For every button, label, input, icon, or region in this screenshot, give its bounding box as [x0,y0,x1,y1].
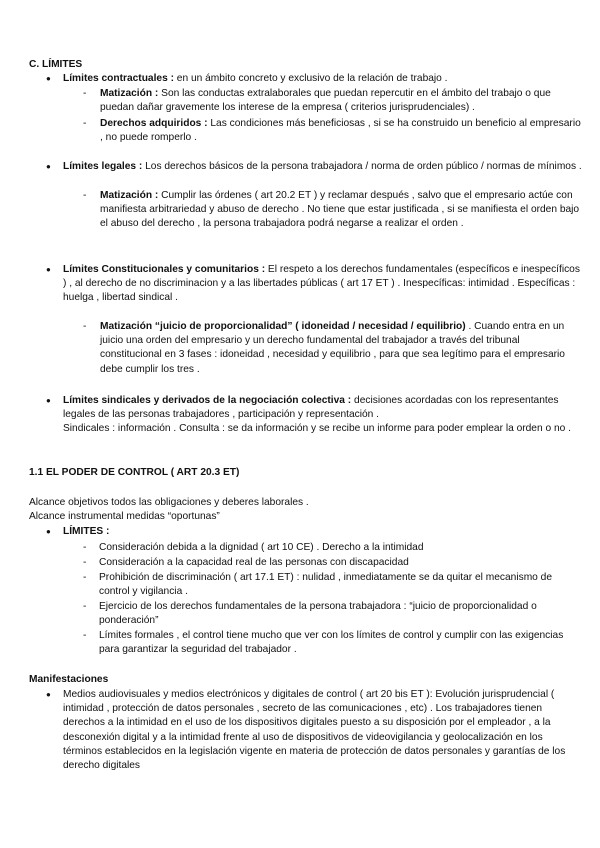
subitem-text: Las condiciones más beneficiosas , si se ha construido un beneficio al empresario , no puede romperlo . [100,118,581,144]
subitem-derechos-adquiridos [100,117,583,145]
item-title: Límites legales : [63,161,143,172]
limites-label-text: LÍMITES : [63,526,110,537]
dash-icon: - [83,88,87,99]
bullet-icon: ● [46,74,51,83]
item-text: Los derechos básicos de la persona trabajadora / norma de orden público / normas de mínimos . [142,161,582,172]
item-text: El respeto a los derechos fundamentales (específicos e inespecíficos ) , al derecho de no discriminacion y a las libertades públicas ( art 17 ET ) . Inespecíficas: intimidad . Específicas : huelga , libertad sindical . [63,264,580,304]
item-text-2: Sindicales : información . Consulta : se da información y se recibe un informe para poder emplear la orden o no . [63,423,571,435]
subitem-title: Matización “juicio de proporcionalidad” ( idoneidad / necesidad / equilibrio) [100,321,466,332]
bullet-icon: ● [46,265,51,274]
subitem-text: Cumplir las órdenes ( art 20.2 ET ) y reclamar después , salvo que el empresario actúe con manifiesta arbitrariedad y abuso de derecho . No tiene que estar justificada , si se manifiesta el orden bajo el abuso del derecho , la persona trabajadora podrá negarse a realizar el orden . [100,190,580,230]
subitem-text: . Cuando entra en un juicio una orden del empresario y un derecho fundamental del trabajador a través del tribunal constitucional en 3 fases : idoneidad , necesidad y equilibrio , para que sea legítimo para el empresario debe cumplir los tres . [100,321,565,375]
heading-poder-control: 1.1 EL PODER DE CONTROL ( ART 20.3 ET) [29,467,240,478]
item-manifestaciones: Medios audiovisuales y medios electrónicos y digitales de control ( art 20 bis ET ): Evolución jurisprudencial ( intimidad , protección de datos personales , secreto de las comunicaciones , etc) . Los trabajadores tienen derechos a la intimidad en el uso de los dispositivos digitales puesto a su disposición por el empleador , a la desconexión digital y a la intimidad frente al uso de dispositivos de videovigilancia y geolocalización en los términos establecidos en la legislación vigente en materia de protección de datos personales y garantías de los derecho digitales [63,689,566,772]
item-title: Límites sindicales y derivados de la negociación colectiva : [63,395,352,406]
subitem-matizacion-proporcionalidad [100,320,583,377]
list-item: Límites formales , el control tiene mucho que ver con los límites de control y cumplir con las exigencias para garantizar la seguridad del trabajador . [99,630,564,656]
dash-icon: - [83,118,87,129]
list-item: Consideración debida a la dignidad ( art 10 CE) . Derecho a la intimidad [99,542,424,553]
item-text: en un ámbito concreto y exclusivo de la relación de trabajo . [173,73,448,84]
item-limites-constitucionales [63,263,583,306]
bullet-icon: ● [46,162,51,171]
item-limites-legales [63,160,583,174]
bullet-icon: ● [46,690,51,699]
dash-icon: - [83,321,87,332]
dash-icon: - [83,557,87,568]
dash-icon: - [83,190,87,201]
list-item: Consideración a la capacidad real de las personas con discapacidad [99,557,409,568]
item-title: Límites Constitucionales y comunitarios : [63,264,266,275]
subitem-title: Matización : [100,88,159,99]
dash-icon: - [83,601,87,612]
alcance-instrumental: Alcance instrumental medidas “oportunas” [29,511,220,522]
item-limites-sindicales [63,394,583,437]
list-item: Ejercicio de los derechos fundamentales de la persona trabajadora : “juicio de proporcionalidad o ponderación” [99,601,537,627]
list-item: Prohibición de discriminación ( art 17.1 ET) : nulidad , inmediatamente se da quitar el mecanismo de control y vigilancia . [99,572,553,598]
dash-icon: - [83,572,87,583]
subitem-title: Matización : [100,190,159,201]
dash-icon: - [83,542,87,553]
bullet-icon: ● [46,396,51,405]
item-title: Límites contractuales : [63,73,174,84]
item-limites-contractuales [63,72,583,86]
subitem-matizacion [100,189,583,232]
limites-label [63,525,583,539]
heading-manifestaciones: Manifestaciones [29,674,109,685]
alcance-objetivo: Alcance objetivos todos las obligaciones y deberes laborales . [29,497,309,508]
bullet-icon: ● [46,527,51,536]
subitem-matizacion [100,87,583,115]
heading-limites: C. LÍMITES [29,59,83,70]
item-text: decisiones acordadas con los representantes legales de las personas trabajadores , participación y representación . [63,395,559,421]
dash-icon: - [83,630,87,641]
subitem-title: Derechos adquiridos : [100,118,208,129]
subitem-text: Son las conductas extralaborales que puedan repercutir en el ámbito del trabajo o que puedan dañar gravemente los interese de la empresa ( criterios jurisprudenciales) . [100,88,551,114]
